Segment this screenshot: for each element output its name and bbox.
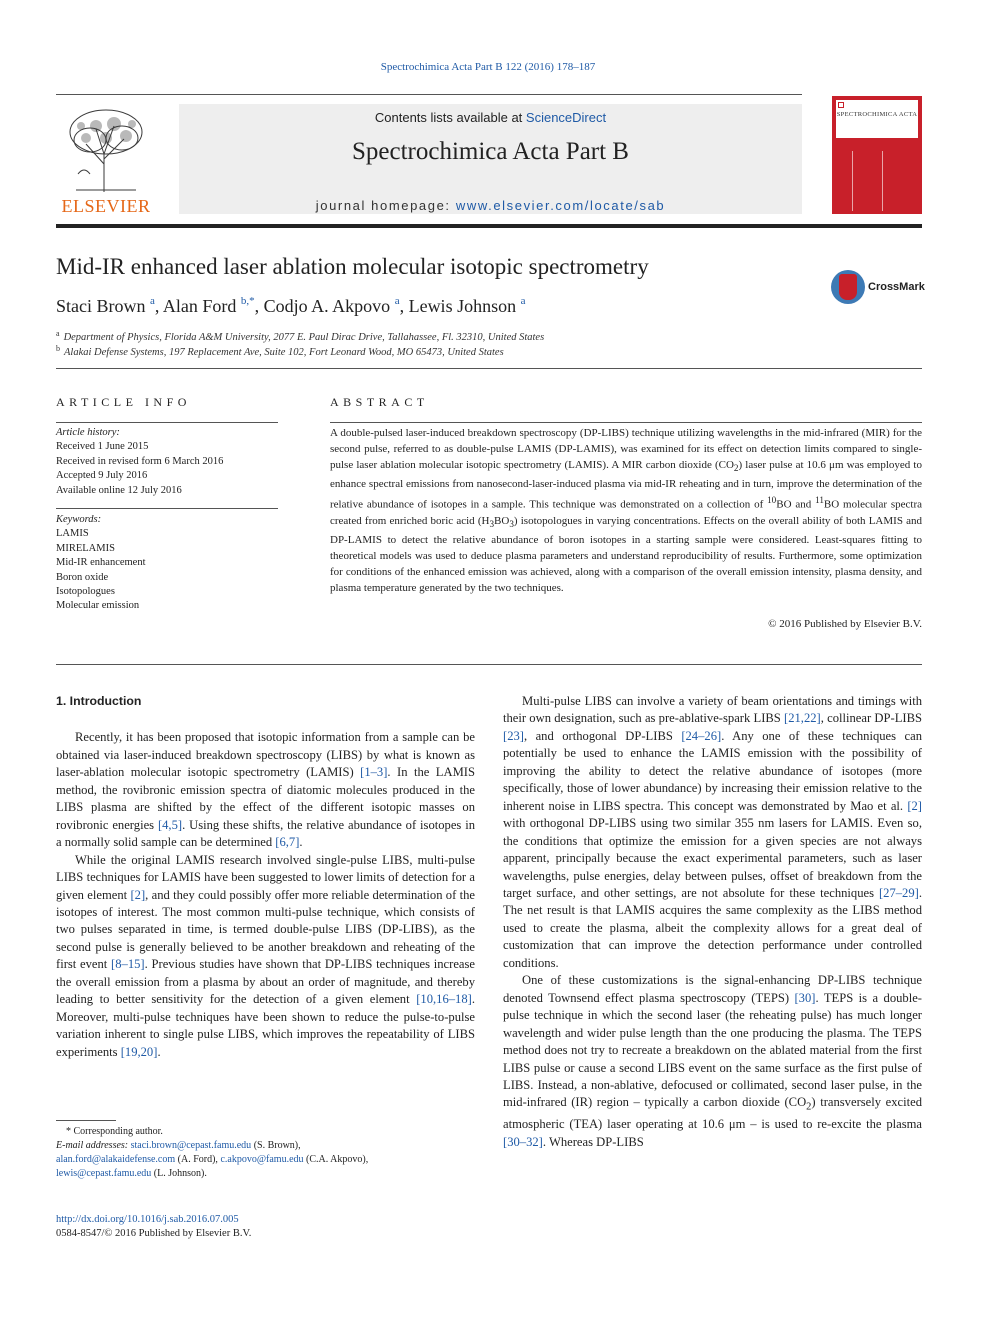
body-column-left — [56, 693, 475, 1061]
affiliation-text: Alakai Defense Systems, 197 Replacement Ave, Suite 102, Fort Leonard Wood, MO 65473, United States — [64, 347, 504, 358]
journal-title: Spectrochimica Acta Part B — [351, 138, 629, 165]
citation-link[interactable]: [2] — [130, 887, 146, 902]
abstract-text: A double-pulsed laser-induced breakdown spectroscopy (DP-LIBS) technique utilizing wavelengths in the mid-infrared (MIR) for the second pulse, referred to as double-pulse LAMIS (DP-LAMIS), was examined for its effect on detection limits compared to single-pulse laser ablation molecular isotopic spectrometry (LAMIS). A MIR carbon dioxide $(CO_2)$ laser pulse at 10.6 μm was employed to enhance spectral emissions from nanosecond-laser-induced plasma via mid-IR reheating and in turn, improve the determination of the relative abundance of isotopes in a sample. This technique was demonstrated on a collection of $^{10}$BO and $^{11}$BO molecular spectra created from enriched boric acid $(H_3BO_3)$ isotopologues in varying concentrations. Effects on the overall ability of both LAMIS and DP-LAMIS to detect the relative abundance of boron isotopes in a starting sample were considered. Least-squares fitting to theoretical models was used to deduce plasma parameters and understand reproducibility of results. Furthermore, some optimization for conditions of the enhanced emission was achieved, along with a comparison of the overall emission intensity, plasma density, and plasma temperature generated by the two techniques. — [330, 427, 923, 595]
divider — [56, 664, 922, 665]
history-label: Article history: — [56, 427, 120, 438]
paragraph-text: with orthogonal DP-LIBS using two similar 355 nm lasers for LAMIS. Even so, the conditions that optimize the emission for a given species are not always apparent, principally because the exact experimental parameters, such as laser wavelengths, pulse energies, delay between pulses, offset of breakdown from the target surface, and other settings, are not absolute for these techniques — [503, 816, 922, 900]
keyword: Mid-IR enhancement — [56, 557, 146, 569]
citation-link[interactable]: [23] — [503, 728, 524, 743]
homepage-line — [179, 198, 802, 213]
author-name: Alan Ford — [162, 296, 237, 316]
paragraph-text: . In the LAMIS method, the rovibronic emission spectra of diatomic molecules produced in the LIBS plasma are shifted by the effect of the different isotopic masses on rovibronic energies — [56, 765, 475, 832]
sciencedirect-link[interactable]: ScienceDirect — [525, 110, 607, 125]
email-link[interactable]: c.akpovo@famu.edu — [220, 1154, 304, 1165]
keyword: Molecular emission — [56, 600, 140, 612]
section-heading: 1. Introduction — [56, 694, 142, 708]
author-name: Codjo A. Akpovo — [263, 296, 391, 316]
history-item: Available online 12 July 2016 — [56, 484, 182, 496]
paragraph-text: . Moreover, multi-pulse techniques have been shown to reduce the pulse-to-pulse variation inherent to single pulse LIBS, which improves the repeatability of LIBS experiments — [56, 992, 475, 1059]
crossmark-button[interactable] — [831, 270, 931, 306]
keywords — [56, 513, 146, 614]
contents-line — [179, 110, 802, 125]
email-label: E-mail addresses: — [56, 1140, 131, 1151]
paragraph-text: Recently, it has been proposed that isotopic information from a sample can be obtained via laser-induced breakdown spectroscopy (LIBS) by what is known as laser-ablation molecular isotopic spectrometry (LAMIS) — [56, 730, 475, 780]
paragraph-text: One of these customizations is the signal-enhancing DP-LIBS technique denoted Townsend effect plasma spectroscopy (TEPS) — [503, 973, 922, 1005]
author-name: Staci Brown — [56, 296, 146, 316]
citation-link[interactable]: [8–15] — [111, 957, 145, 972]
crossmark-icon — [831, 270, 865, 304]
email-owner: (C.A. Akpovo), — [303, 1154, 369, 1165]
affiliation-text: Department of Physics, Florida A&M University, 2077 E. Paul Dirac Drive, Tallahassee, Fl. 32310, United States — [63, 332, 545, 343]
history-item: Received in revised form 6 March 2016 — [56, 455, 224, 467]
paragraph-text: . Using these shifts, the relative abundance of isotopes in a normally solid sample can be determined — [56, 817, 475, 850]
citation-link[interactable]: [27–29] — [878, 885, 919, 900]
subscript: 2 — [806, 1101, 812, 1113]
author-name: Lewis Johnson — [408, 296, 517, 316]
article-info-heading: ARTICLE INFO — [56, 395, 191, 409]
paragraph-text: . TEPS is a double-pulse technique in which the second laser (the reheating pulse) has much longer wavelength and wider pulse length than the one producing the plasma. The TEPS method does not try to recreate a breakdown on the ablated material from the first LIBS pulse or cause a second LIBS event on the same surface as the first pulse of LIBS. Instead, a non-ablative, defocused or collimated, second laser pulse, in the mid-infrared (IR) region – typically a carbon dioxide (CO — [503, 990, 922, 1110]
cover-stripe — [882, 151, 883, 211]
author-affil-link[interactable]: a — [520, 295, 526, 307]
email-link[interactable]: lewis@cepast.famu.edu — [56, 1168, 152, 1179]
citation-link[interactable]: [6,7] — [275, 835, 300, 850]
email-link[interactable]: staci.brown@cepast.famu.edu — [130, 1140, 252, 1151]
keyword: MIRELAMIS — [56, 542, 115, 554]
homepage-link[interactable]: www.elsevier.com/locate/sab — [455, 198, 666, 213]
paragraph — [56, 729, 475, 851]
citation-link[interactable]: [10,16–18] — [416, 992, 472, 1007]
cover-stripe — [852, 151, 853, 211]
affiliation-marker: b — [56, 344, 60, 353]
divider — [56, 368, 922, 369]
copyright-line: © 2016 Published by Elsevier B.V. — [768, 618, 922, 630]
email-owner: (A. Ford), — [175, 1154, 221, 1165]
header-thick-rule — [56, 224, 922, 228]
paragraph — [503, 693, 922, 972]
paragraph — [503, 972, 922, 1151]
keyword: Isotopologues — [56, 586, 115, 598]
doi-link[interactable]: http://dx.doi.org/10.1016/j.sab.2016.07.005 — [56, 1214, 239, 1225]
cover-badge — [838, 102, 844, 108]
journal-cover-image — [832, 96, 922, 214]
abstract-heading: ABSTRACT — [330, 395, 429, 409]
divider — [56, 422, 278, 423]
paragraph-text: . — [157, 1044, 161, 1059]
paragraph-text: ) transversely excited atmospheric (TEA) laser operating at 10.6 μm – is used to re-excite the plasma — [503, 1095, 922, 1132]
affiliation — [56, 344, 504, 358]
citation-link[interactable]: [19,20] — [120, 1044, 158, 1059]
article-history — [56, 426, 223, 498]
paragraph-text: While the original LAMIS research involved single-pulse LIBS, multi-pulse LIBS techniques for LAMIS have been suggested to lower limits of detection for a given element — [56, 852, 475, 902]
body-column-right — [503, 693, 922, 1151]
author-affil-link[interactable]: b,* — [240, 295, 255, 307]
citation-link[interactable]: [24–26] — [681, 728, 722, 743]
history-item: Accepted 9 July 2016 — [56, 470, 148, 482]
email-line — [56, 1167, 207, 1181]
cover-label-panel — [836, 100, 918, 138]
article-title: Mid-IR enhanced laser ablation molecular isotopic spectrometry — [56, 254, 649, 279]
journal-header — [179, 104, 802, 214]
author-affil-link[interactable]: a — [394, 295, 400, 307]
paragraph-text: . Whereas DP-LIBS — [542, 1134, 644, 1149]
paragraph-text: . Previous studies have shown that DP-LIBS techniques increase the overall emission from a plasma by about an order of magnitude, and thereby leading to better sensitivity for the detection of a given element — [56, 957, 475, 1007]
email-line — [56, 1139, 301, 1153]
corresponding-author-note: * Corresponding author. — [66, 1126, 163, 1137]
paragraph — [56, 852, 475, 1061]
header-rule — [56, 94, 802, 95]
crossmark-label: CrossMark — [868, 281, 925, 293]
homepage-prefix: journal homepage: — [315, 198, 456, 213]
paragraph-text: , and orthogonal DP-LIBS — [523, 728, 682, 743]
running-head[interactable]: Spectrochimica Acta Part B 122 (2016) 178–187 — [380, 61, 596, 73]
issn-line: 0584-8547/© 2016 Published by Elsevier B.V. — [56, 1228, 252, 1239]
email-owner: (S. Brown), — [251, 1140, 301, 1151]
paragraph-text: , and they could possibly offer more reliable determination of the isotopes of interest. The most common multi-pulse technique, which consists of two pulses separated in time, is termed double-pulse LIBS (DP-LIBS), as the second pulse is generally believed to be another breakdown and reheating of the first event — [56, 887, 475, 972]
contents-prefix: Contents lists available at — [374, 110, 526, 125]
citation-link[interactable]: [1–3] — [360, 765, 388, 780]
divider — [330, 422, 922, 423]
citation-link[interactable]: [2] — [907, 798, 922, 813]
paragraph-text: . The net result is that LAMIS acquires the same complexity as the LIBS method used to create the plasma, albeit the complexity allows for a great deal of customization that can improve the detection performance under controlled conditions. — [503, 885, 922, 970]
keyword: Boron oxide — [56, 571, 109, 583]
keywords-label: Keywords: — [56, 514, 102, 525]
affiliation-marker: a — [56, 329, 60, 338]
paragraph-text: . Any one of these techniques can potentially be used to enhance the LAMIS emission with the possibility of improving the ability to detect the relative abundance of isotopes (more specifically, those of lower abundance) by increasing their emission relative to the inherent noise in LIBS spectra. This concept was demonstrated by Mao et al. — [503, 728, 922, 813]
citation-link[interactable]: [21,22] — [784, 711, 821, 726]
affiliation — [56, 329, 544, 343]
paragraph-text: , collinear DP-LIBS — [820, 711, 922, 726]
paragraph-text: . — [299, 835, 303, 850]
keyword: LAMIS — [56, 528, 89, 540]
email-line — [56, 1153, 368, 1167]
citation-link[interactable]: [4,5] — [157, 817, 183, 832]
citation-link[interactable]: [30–32] — [503, 1134, 543, 1149]
history-item: Received 1 June 2015 — [56, 441, 149, 453]
author-list: Staci Brown $^a$, Alan Ford $^{b,*}$, Codjo A. Akpovo $^a$, Lewis Johnson $^a$ — [56, 295, 526, 316]
email-owner: (L. Johnson). — [151, 1168, 207, 1179]
elsevier-wordmark: ELSEVIER — [61, 196, 151, 216]
footnote-rule — [56, 1120, 116, 1121]
author-affil-link[interactable]: a — [150, 295, 155, 307]
email-link[interactable]: alan.ford@alakaidefense.com — [56, 1154, 176, 1165]
divider — [56, 508, 278, 509]
cover-title: SPECTROCHIMICA ACTA — [836, 111, 918, 118]
paragraph-text: Multi-pulse LIBS can involve a variety of beam orientations and timings with their own designation, such as pre-ablative-spark LIBS — [503, 694, 922, 726]
citation-link[interactable]: [30] — [794, 990, 816, 1005]
